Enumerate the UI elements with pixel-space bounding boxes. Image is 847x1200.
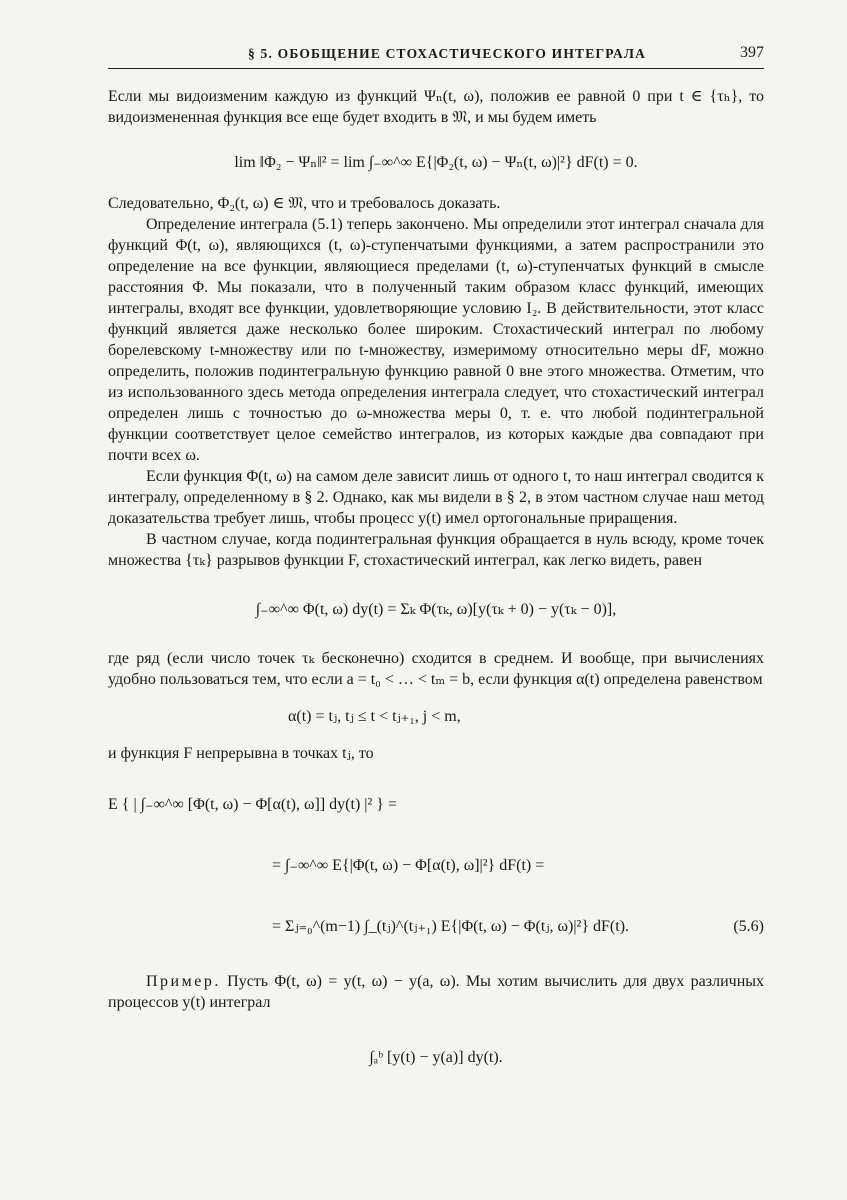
equation-5-6-line-1: E { | ∫₋∞^∞ [Φ(t, ω) − Φ[α(t), ω]] dy(t) |² } = xyxy=(108,796,397,813)
page-header xyxy=(108,44,764,69)
paragraph-6: где ряд (если число точек τₖ бесконечно) сходится в среднем. И вообще, при вычислениях удобно пользоваться тем, что если a = t₀ < … < tₘ = b, если функция α(t) определена равенством xyxy=(108,650,764,688)
page-body xyxy=(108,80,764,1068)
paragraph-1: Если мы видоизменим каждую из функций Ψₙ(t, ω), положив ее равной 0 при t ∈ {τₕ}, то видоизмененная функция все еще будет входить в 𝔐, и мы будем иметь xyxy=(108,88,764,126)
paragraph-example xyxy=(108,971,764,1013)
example-label: Пример. xyxy=(146,973,221,990)
paragraph-3: Определение интеграла (5.1) теперь закончено. Мы определили этот интеграл сначала для функций Φ(t, ω), являющихся (t, ω)-ступенчатыми функциями, а затем распространили это определение на все функции, являющиеся пределами (t, ω)-ступенчатых функций в смысле расстояния Φ. Мы показали, что в полученный таким образом класс функций, имеющих интегралы, входят все функции, удовлетворяющие условию I₂. В действительности, этот класс функций является даже несколько более широким. Стохастический интеграл по любому борелевскому t-множеству или по t-множеству, измеримому относительно меры dF, можно определить, положив подинтегральную функцию равной 0 вне этого множества. Отметим, что из использованного здесь метода определения интеграла следует, что стохастический интеграл определен лишь с точностью до ω-множества меры 0, т. е. что любой подинтегральной функции соответствует целое семейство интегралов, из которых каждые два совпадают при почти всех ω. xyxy=(108,216,764,464)
example-text: Пусть Φ(t, ω) = y(t, ω) − y(a, ω). Мы хотим вычислить для двух различных процессов y(t) интеграл xyxy=(108,973,765,1011)
equation-alpha: α(t) = tⱼ, tⱼ ≤ t < tⱼ₊₁, j < m, xyxy=(288,708,461,725)
paragraph-2: Следовательно, Φ₂(t, ω) ∈ 𝔐, что и требовалось доказать. xyxy=(108,195,501,212)
equation-jump-integral: ∫₋∞^∞ Φ(t, ω) dy(t) = Σₖ Φ(τₖ, ω)[y(τₖ + 0) − y(τₖ − 0)], xyxy=(255,601,617,618)
page-number: 397 xyxy=(740,44,764,61)
equation-example-integral: ∫ₐᵇ [y(t) − y(a)] dy(t). xyxy=(369,1049,503,1066)
paragraph-7: и функция F непрерывна в точках tⱼ, то xyxy=(108,745,374,762)
equation-5-6-line-2: = ∫₋∞^∞ E{|Φ(t, ω) − Φ[α(t), ω]|²} dF(t) = xyxy=(272,857,545,874)
equation-number: (5.6) xyxy=(733,918,764,935)
equation-5-6-line-3 xyxy=(108,916,764,937)
running-head: § 5. ОБОБЩЕНИЕ СТОХАСТИЧЕСКОГО ИНТЕГРАЛА xyxy=(248,46,647,61)
paragraph-4: Если функция Φ(t, ω) на самом деле зависит лишь от одного t, то наш интеграл сводится к интегралу, определенному в § 2. Однако, как мы видели в § 2, в этом частном случае наш метод доказательства требует лишь, чтобы процесс y(t) имел ортогональные приращения. xyxy=(108,468,764,527)
paragraph-5: В частном случае, когда подинтегральная функция обращается в нуль всюду, кроме точек множества {τₖ} разрывов функции F, стохастический интеграл, как легко видеть, равен xyxy=(108,531,764,569)
equation-5-6-text: = Σⱼ₌₀^(m−1) ∫_(tⱼ)^(tⱼ₊₁) E{|Φ(t, ω) − Φ(tⱼ, ω)|²} dF(t). xyxy=(272,918,630,935)
equation-limit: lim ‖Φ₂ − Ψₙ‖² = lim ∫₋∞^∞ E{|Φ₂(t, ω) − Ψₙ(t, ω)|²} dF(t) = 0. xyxy=(234,154,638,171)
